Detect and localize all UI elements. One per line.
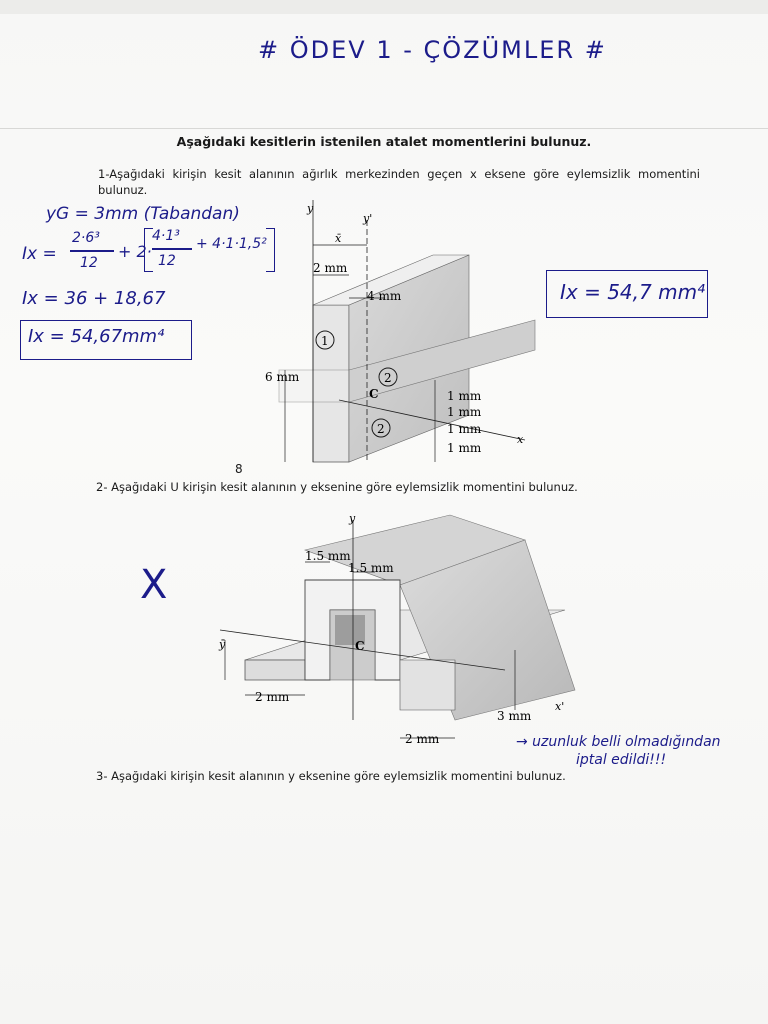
fig1-part-1: 1: [321, 334, 329, 348]
fig2-ybar-label: ȳ: [219, 638, 226, 651]
solution-frac2-den: 12: [158, 253, 176, 269]
fig1-dim-1b: 1 mm: [447, 405, 482, 419]
solution-bracket-tail: + 4·1·1,5²: [196, 236, 267, 252]
solution-frac1-num: 2·6³: [72, 230, 100, 246]
fraction-bar: [70, 250, 114, 252]
fig2-width-1: 1.5 mm: [305, 549, 351, 563]
page-fold-line: [0, 128, 768, 129]
handwritten-title: # ÖDEV 1 - ÇÖZÜMLER #: [258, 36, 607, 64]
solution-ix-label: Ix =: [22, 244, 57, 264]
solution-sum: Ix = 36 + 18,67: [22, 288, 166, 309]
solution-frac1-den: 12: [80, 255, 98, 271]
page-number: 8: [235, 462, 243, 476]
fig1-x-label: x: [517, 433, 524, 446]
fig2-base-1: 2 mm: [255, 690, 290, 704]
fig1-width-4: 4 mm: [367, 289, 402, 303]
handwritten-note-1: → uzunluk belli olmadığından: [516, 734, 721, 750]
fig2-centroid: C: [355, 639, 365, 653]
fig2-base-2: 2 mm: [405, 732, 440, 746]
fraction-bar: [152, 248, 192, 250]
fig1-centroid: C: [369, 387, 379, 401]
figure-2-ubeam: [205, 510, 580, 755]
fig1-height-6: 6 mm: [265, 370, 300, 384]
fig2-y-label: y: [349, 512, 356, 525]
solution-final: Ix = 54,7 mm⁴: [560, 280, 706, 304]
cross-mark: X: [140, 562, 168, 608]
scan-top-strip: [0, 0, 768, 14]
fig1-width-2: 2 mm: [313, 261, 348, 275]
fig2-width-2: 1.5 mm: [348, 561, 394, 575]
solution-result: Ix = 54,67mm⁴: [28, 326, 165, 347]
fig2-xprime-label: x': [555, 700, 565, 713]
fig1-dim-1a: 1 mm: [447, 389, 482, 403]
fig1-dim-1c: 1 mm: [447, 422, 482, 436]
fig1-yprime-label: y': [363, 212, 373, 225]
question-3: 3- Aşağıdaki kirişin kesit alanının y eksenine göre eylemsizlik momentini bulunuz.: [96, 769, 566, 783]
fig1-part-2b: 2: [377, 422, 385, 436]
fig1-dim-1d: 1 mm: [447, 441, 482, 455]
figure-1-tbeam: [255, 200, 545, 465]
fig1-y-label: y: [307, 202, 314, 215]
fig1-part-2a: 2: [384, 371, 392, 385]
page-heading: Aşağıdaki kesitlerin istenilen atalet momentlerini bulunuz.: [176, 134, 592, 149]
fig1-xbar-label: x̄: [335, 232, 342, 245]
question-1: 1-Aşağıdaki kirişin kesit alanının ağırlık merkezinden geçen x eksene göre eylemsizlik momentini bulunuz.: [98, 167, 700, 197]
solution-frac2-num: 4·1³: [152, 228, 180, 244]
solution-yg: yG = 3mm (Tabandan): [46, 204, 240, 224]
solution-plus: + 2·: [118, 242, 152, 261]
handwritten-note-2: iptal edildi!!!: [576, 752, 667, 768]
fig2-height: 3 mm: [497, 709, 532, 723]
question-2: 2- Aşağıdaki U kirişin kesit alanının y eksenine göre eylemsizlik momentini bulunuz.: [96, 480, 578, 494]
